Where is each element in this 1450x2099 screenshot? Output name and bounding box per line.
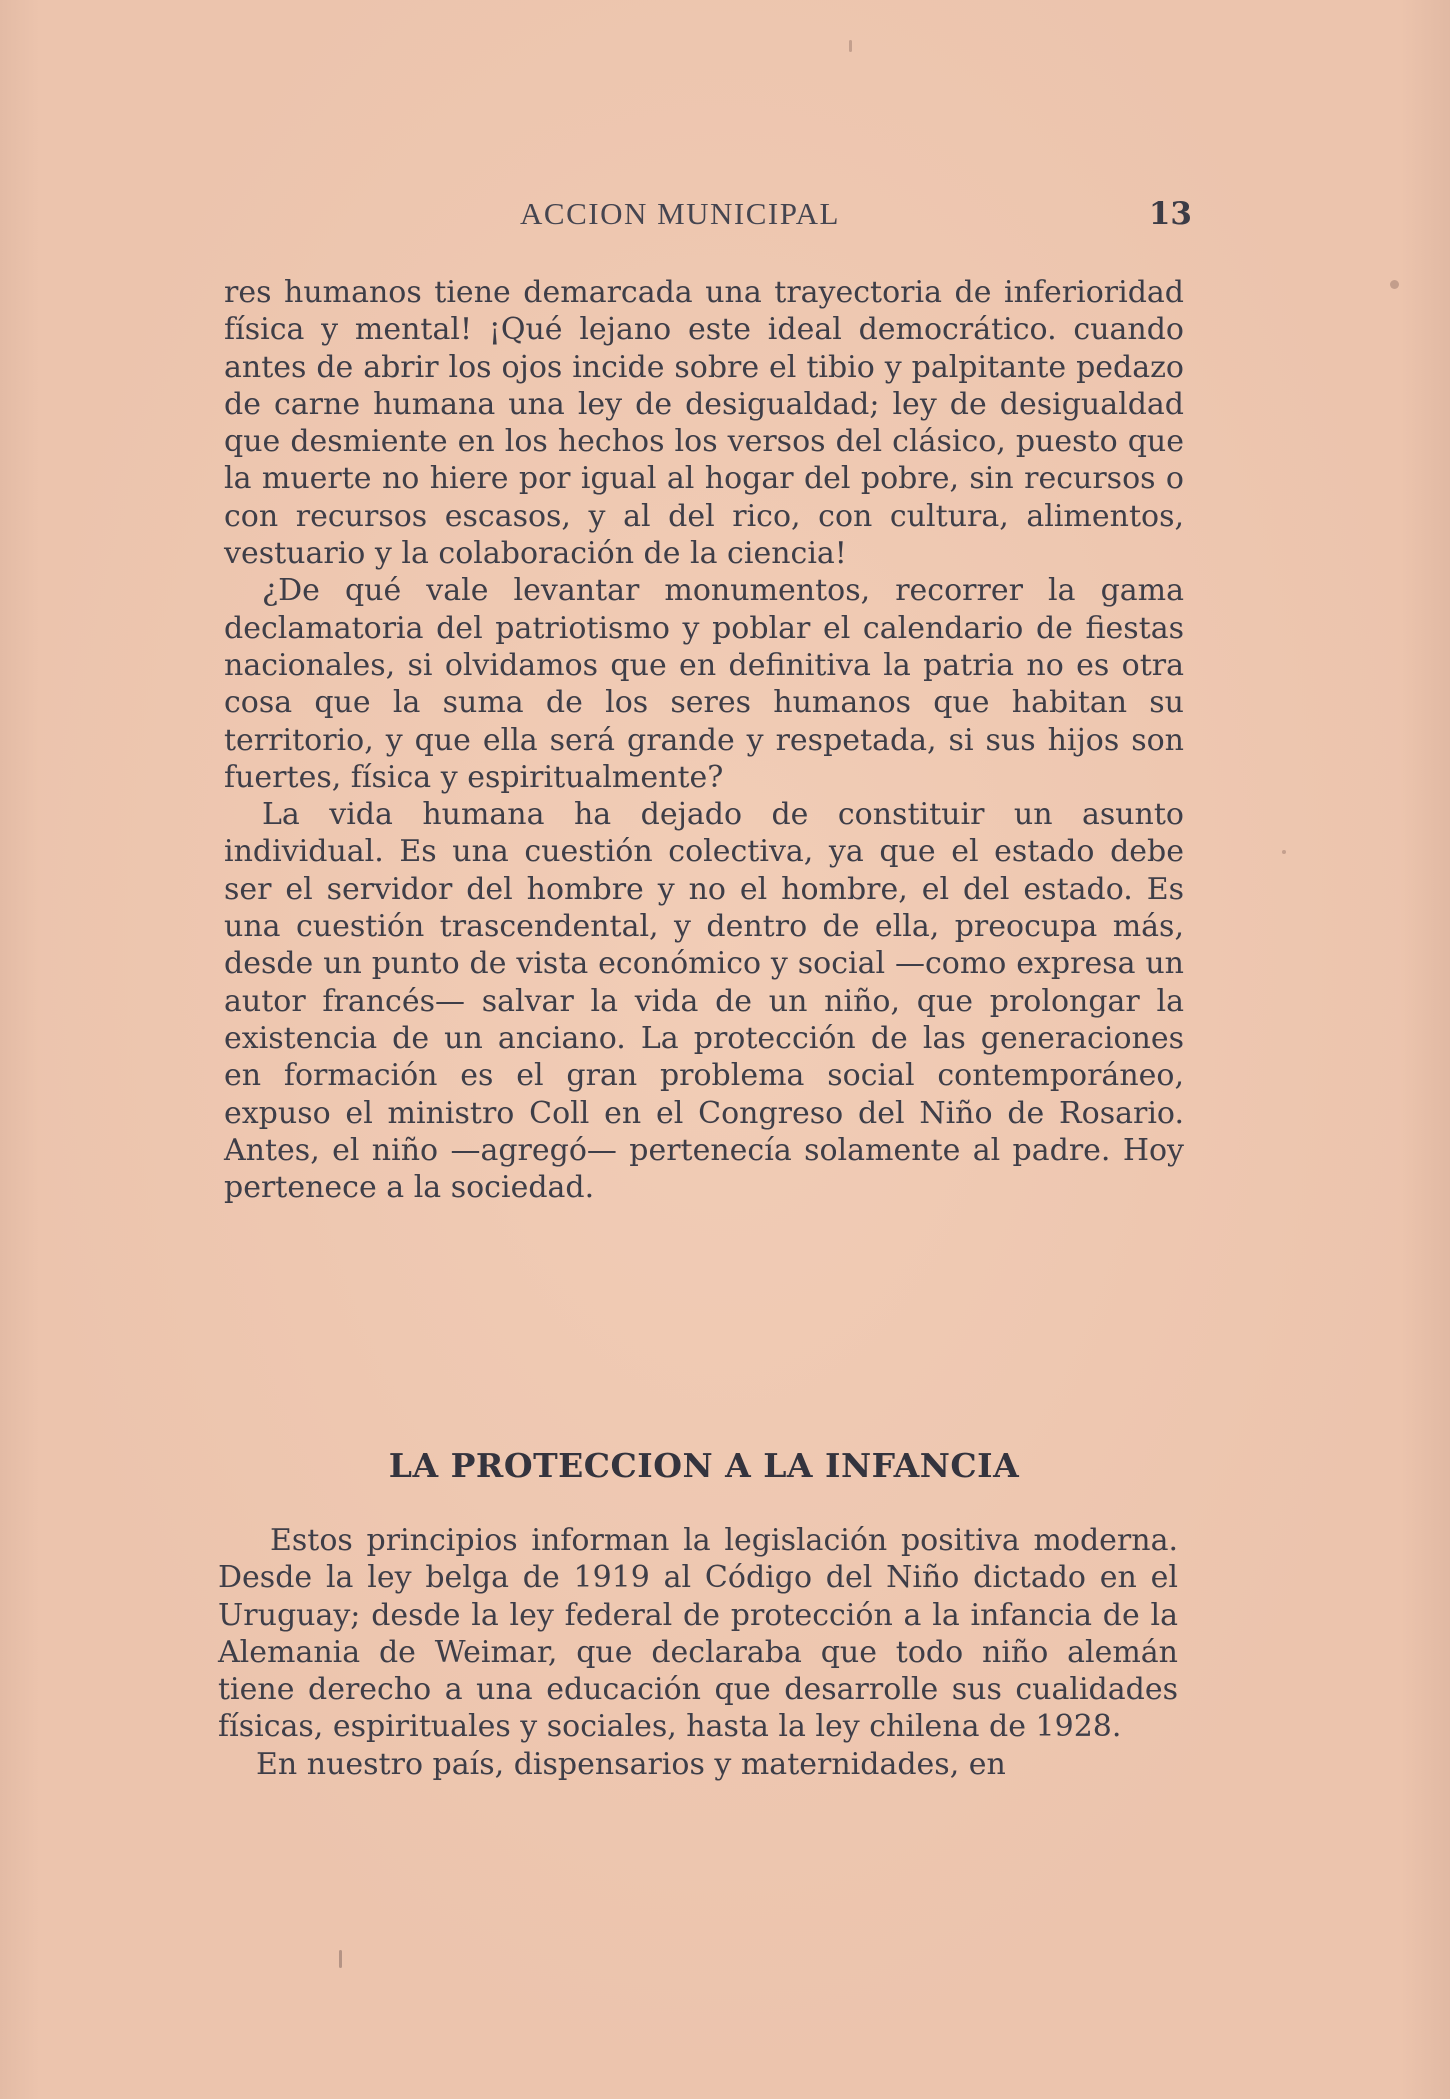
section-heading: LA PROTECCION A LA INFANCIA bbox=[388, 1446, 1020, 1485]
paragraph-1: res humanos tiene demarcada una trayectoria de inferioridad física y mental! ¡Qué lejano este ideal democrático. cuando antes de abrir los ojos incide sobre el tibio y palpitante pedazo de carne humana una ley de desigualdad; ley de desigualdad que desmiente en los hechos los versos del clásico, puesto que la muerte no hiere por igual al hogar del pobre, sin recursos o con recursos escasos, y al del rico, con cultura, alimentos, vestuario y la colaboración de la ciencia! bbox=[224, 275, 1184, 572]
paper-speck bbox=[1282, 850, 1286, 854]
main-text-block bbox=[224, 274, 1184, 1206]
paragraph-3: La vida humana ha dejado de constituir un asunto individual. Es una cuestión colectiva, ya que el estado debe ser el servidor del hombre y no el hombre, el del estado. Es una cuestión trascendental, y dentro de ella, preocupa más, desde un punto de vista económico y social —como expresa un autor francés— salvar la vida de un niño, que prolongar la existencia de un anciano. La protección de las generaciones en formación es el gran problema social contemporáneo, expuso el ministro Coll en el Congreso del Niño de Rosario. Antes, el niño —agregó— pertenecía solamente al padre. Hoy pertenece a la sociedad. bbox=[224, 797, 1184, 1206]
page-header bbox=[520, 196, 1192, 240]
paragraph-2: ¿De qué vale levantar monumentos, recorrer la gama declamatoria del patriotismo y poblar el calendario de fiestas nacionales, si olvidamos que en definitiva la patria no es otra cosa que la suma de los seres humanos que habitan su territorio, y que ella será grande y respetada, si sus hijos son fuertes, física y espiritualmente? bbox=[224, 573, 1184, 795]
paper-speck bbox=[849, 40, 852, 52]
running-title: ACCION MUNICIPAL bbox=[520, 196, 840, 231]
section-paragraph-2: En nuestro país, dispensarios y maternidades, en bbox=[256, 1746, 1006, 1782]
paper-speck bbox=[339, 1950, 342, 1968]
section-text-block bbox=[218, 1522, 1178, 1783]
paper-speck bbox=[1390, 280, 1399, 289]
section-paragraph-1: Estos principios informan la legislación positiva moderna. Desde la ley belga de 1919 al Código del Niño dictado en el Uruguay; desde la ley federal de protección a la infancia de la Alemania de Weimar, que declaraba que todo niño alemán tiene derecho a una educación que desarrolle sus cualidades físicas, espirituales y sociales, hasta la ley chilena de 1928. bbox=[218, 1523, 1178, 1745]
page-number: 13 bbox=[1148, 196, 1192, 232]
